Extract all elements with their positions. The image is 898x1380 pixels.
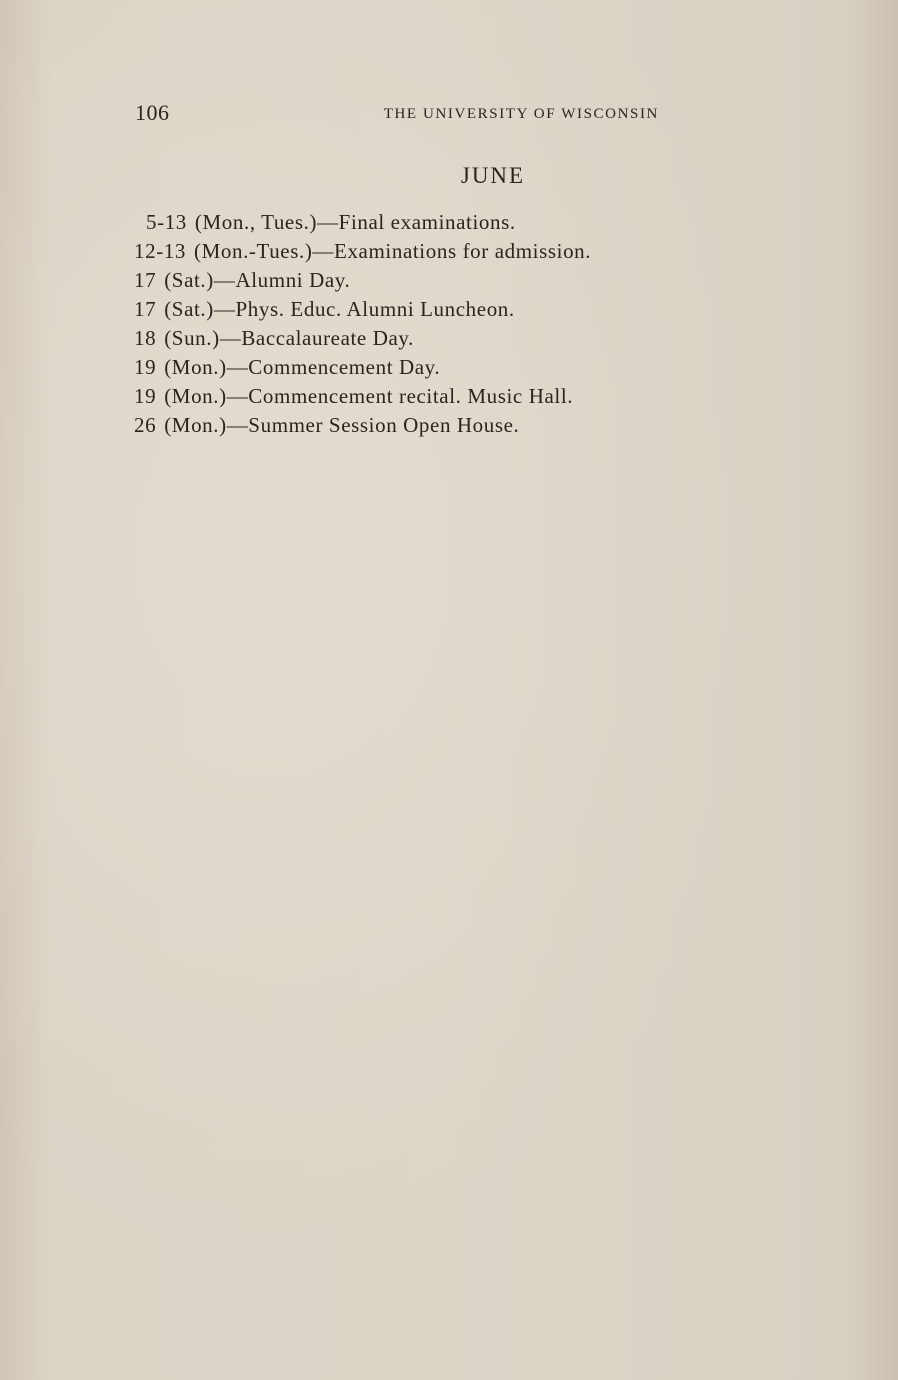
entry-date: 12-13 bbox=[134, 239, 186, 263]
entry-date: 19 bbox=[134, 384, 157, 408]
entry-description: (Sat.)—Phys. Educ. Alumni Luncheon. bbox=[164, 297, 515, 321]
entry-description: (Mon.)—Summer Session Open House. bbox=[164, 413, 520, 437]
entry-date: 5-13 bbox=[146, 210, 187, 234]
calendar-entry bbox=[134, 324, 734, 353]
entry-description: (Mon.)—Commencement Day. bbox=[164, 355, 441, 379]
running-head: THE UNIVERSITY OF WISCONSIN bbox=[383, 106, 659, 122]
calendar-entries bbox=[134, 208, 734, 440]
page-header bbox=[135, 100, 659, 130]
entry-description: (Sun.)—Baccalaureate Day. bbox=[164, 326, 414, 350]
calendar-entry bbox=[134, 295, 734, 324]
entry-date: 26 bbox=[134, 413, 157, 437]
page-number: 106 bbox=[135, 100, 170, 125]
calendar-entry bbox=[134, 208, 734, 237]
entry-description: (Sat.)—Alumni Day. bbox=[164, 268, 351, 292]
calendar-entry bbox=[134, 266, 734, 295]
entry-description: (Mon., Tues.)—Final examinations. bbox=[194, 210, 516, 234]
entry-date: 19 bbox=[134, 355, 157, 379]
entry-description: (Mon.)—Commencement recital. Music Hall. bbox=[164, 384, 574, 408]
month-heading: JUNE bbox=[460, 163, 526, 188]
calendar-entry bbox=[134, 353, 734, 382]
entry-description: (Mon.-Tues.)—Examinations for admission. bbox=[194, 239, 592, 263]
entry-date: 17 bbox=[134, 268, 157, 292]
calendar-entry bbox=[134, 237, 734, 266]
entry-date: 18 bbox=[134, 326, 157, 350]
entry-date: 17 bbox=[134, 297, 157, 321]
calendar-entry bbox=[134, 382, 734, 411]
calendar-entry bbox=[134, 411, 734, 440]
